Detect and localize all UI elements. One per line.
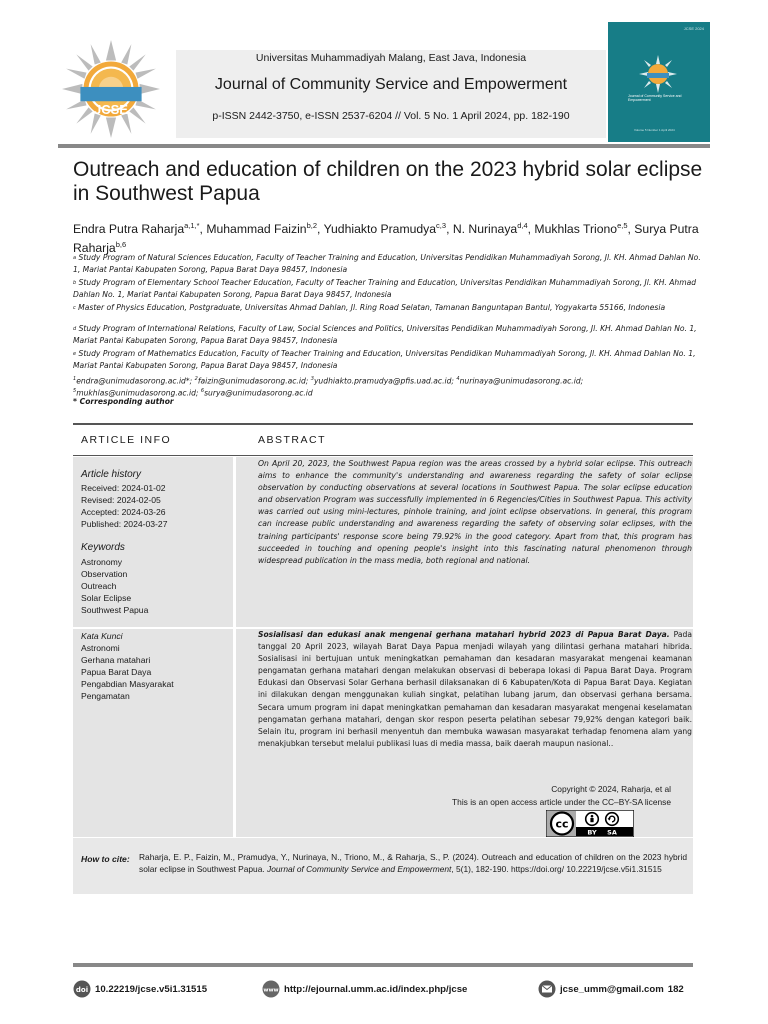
footer-url-text[interactable]: http://ejournal.umm.ac.id/index.php/jcse (284, 983, 468, 995)
author-name: Yudhiakto Pramudya (323, 222, 437, 237)
cover-emblem-icon (638, 54, 678, 94)
jcse-logo (60, 38, 162, 140)
author-email[interactable]: yudhiakto.pramudya@pfis.uad.ac.id; (313, 376, 457, 386)
footer-email[interactable] (538, 980, 684, 998)
globe-icon (262, 980, 280, 998)
author-affiliation-marker: b,6 (115, 240, 127, 250)
author-affiliation-marker: e,5 (617, 221, 628, 230)
abstract-indonesian-body: Pada tanggal 20 April 2023, wilayah Barat Daya Papua menjadi wilayah yang dilintasi gerhana matahari hibrida. Sosialisasi ini bertujuan untuk meningkatkan pemahaman dan kesadaran masyarakat mengenai keamanan pengamatan gerhana matahari dengan melakukan observasi di beberapa lokasi di Papua Barat Daya. Program Edukasi dan Observasi Solar Gerhana berhasil dilaksanakan di 6 Kabupaten/Kota di Papua Barat Daya. Kegiatan ini dilakukan dengan menggunakan kuliah singkat, pelatihan lubang jarum, dan observasi gerhana bersama. Secara umum program ini dapat meningkatkan pemahaman dan kesadaran masyarakat mengenai keselamatan pengamatan gerhana matahari, dengan skor respon peserta pelatihan sebesar 79,92% dengan kategori baik. Selain itu, program ini berhasil menyentuh dan membuka wawasan masyarakat terhadap fenomena alam yang menakjubkan tersebut melalui publikasi luas di media massa, baik daerah maupun nasional.. (258, 630, 692, 748)
email-marker: 5 (73, 388, 77, 394)
email-icon (538, 980, 556, 998)
journal-name: Journal of Community Service and Empowerment (214, 76, 568, 93)
kata-kunci-item: Pengabdian Masyarakat (81, 679, 174, 689)
cover-title: Journal of Community Service and Empowerment (628, 94, 682, 103)
author-separator: , (627, 222, 635, 237)
issn-line: p-ISSN 2442-3750, e-ISSN 2537-6204 // Vol. 5 No. 1 April 2024, pp. 182-190 (212, 110, 570, 122)
email-marker: 6 (200, 388, 205, 394)
kata-kunci-item: Pengamatan (81, 691, 130, 701)
affiliation-b: $^b$ Study Program of Elementary School Teacher Education, Faculty of Teacher Training and Education, Universitas Pendidikan Muhammadiyah Sorong, Jl. KH. Ahmad Dahlan No. 1, Mariat Pantai Kabupaten Sorong, Papua Barat Daya 98457, Indonesia (73, 278, 697, 300)
journal-header (58, 22, 710, 144)
footer-divider (73, 963, 693, 967)
kata-kunci-item: Papua Barat Daya (81, 667, 152, 677)
header-banner (176, 50, 606, 138)
section-top-rule (73, 423, 693, 425)
email-marker: 4 (456, 376, 460, 382)
footer-website[interactable] (262, 980, 467, 998)
history-accepted: Accepted: 2024-03-26 (81, 507, 166, 517)
keyword-item: Southwest Papua (81, 605, 149, 615)
abstract-heading: ABSTRACT (258, 434, 327, 446)
cover-foot: Volume 5 Number 1 April 2024 (634, 128, 675, 132)
copyright-block (258, 783, 671, 809)
affiliation-e: $^e$ Study Program of Mathematics Education, Faculty of Teacher Training and Education, Universitas Pendidikan Muhammadiyah Sorong, Jl. KH. Ahmad Dahlan No. 1, Mariat Pantai Kabupaten Sorong, Papua Barat Daya 98457, Indonesia (73, 349, 696, 371)
doi-icon (73, 980, 91, 998)
svg-text:www: www (263, 987, 279, 994)
email-marker: 3 (310, 376, 314, 382)
svg-text:BY: BY (587, 828, 597, 837)
history-received: Received: 2024-01-02 (81, 483, 166, 493)
copyright-text: Copyright © 2024, Raharja, et al (551, 784, 671, 794)
author-affiliation-marker: b,2 (306, 221, 318, 230)
article-info-heading: ARTICLE INFO (81, 434, 172, 446)
history-revised: Revised: 2024-02-05 (81, 495, 161, 505)
author-affiliation-marker: d,4 (517, 221, 528, 230)
author-separator: , (317, 222, 324, 237)
how-to-cite-box (73, 838, 693, 894)
footer-doi[interactable] (73, 980, 207, 998)
author-name: Mukhlas Triono (534, 222, 618, 237)
author-email[interactable]: faizin@unimudasorong.ac.id; (197, 376, 311, 386)
svg-text:SA: SA (607, 828, 617, 837)
svg-text:doi: doi (75, 986, 89, 994)
header-divider (58, 144, 710, 148)
author-email[interactable]: mukhlas@unimudasorong.ac.id; (76, 388, 201, 398)
footer-email-text[interactable]: jcse_umm@gmail.com (560, 983, 664, 995)
kata-kunci-title: Kata Kunci (81, 631, 123, 641)
author-name: Endra Putra Raharja (73, 222, 185, 237)
abstract-indonesian-title: Sosialisasi dan edukasi anak mengenai gerhana matahari hybrid 2023 di Papua Barat Daya. (258, 630, 670, 639)
affiliation-d: $^d$ Study Program of International Relations, Faculty of Law, Social Sciences and Politics, Universitas Pendidikan Muhammadiyah Sorong, Jl. KH. Ahmad Dahlan No. 1, Mariat Pantai Kabupaten Sorong, Papua Barat Daya 98457, Indonesia (73, 324, 697, 346)
author-separator: , (199, 222, 207, 237)
email-marker: 2 (194, 376, 198, 382)
affiliation-c: $^c$ Master of Physics Education, Postgraduate, Universitas Ahmad Dahlan, Jl. Ring Road Selatan, Tamanan Banguntapan Bantul, Yogyakarta 55166, Indonesia (73, 303, 666, 312)
abstract-english-text: On April 20, 2023, the Southwest Papua region was the areas crossed by a hybrid solar eclipse. This outreach aims to enhance the community's understanding and awareness regarding the safety of solar eclipse observation by conducting observations at several locations in Southwest Papua. The solar eclipse education and observation Program was successfully implemented in 6 Regencies/Cities in Southwest Papua. This activity was carried out using mini-lectures, pinhole training, and joint eclipse observations. In general, this program can increase public understanding and awareness regarding the safety of observing solar eclipses, with the training participants' response score being 79.92% in the good category. Apart from that, this program has succeeded in touching and opening people's insight into this fascinating natural phenomenon through widespread publication in the mass media, both regional and national. (258, 459, 692, 565)
kata-kunci-item: Gerhana matahari (81, 655, 151, 665)
university-name: Universitas Muhammadiyah Malang, East Java, Indonesia (255, 52, 527, 64)
author-email[interactable]: endra@unimudasorong.ac.id*; (76, 376, 195, 386)
author-affiliation-marker: a,1,* (184, 221, 200, 230)
page-number: 182 (667, 983, 684, 995)
history-published: Published: 2024-03-27 (81, 519, 168, 529)
keyword-item: Astronomy (81, 557, 123, 567)
abstract-indonesian-text (258, 629, 692, 750)
affiliation-a: $^a$ Study Program of Natural Sciences Education, Faculty of Teacher Training and Education, Universitas Pendidikan Muhammadiyah Sorong, Jl. KH. Ahmad Dahlan No. 1, Mariat Pantai Kabupaten Sorong, Papua Barat Daya 98457, Indonesia (73, 253, 701, 275)
author-list (73, 218, 703, 256)
author-name: N. Nurinaya (452, 222, 518, 237)
keywords-title: Keywords (81, 542, 125, 553)
email-marker: 1 (73, 376, 77, 382)
corresponding-author-note: * Corresponding author (73, 397, 174, 406)
author-email[interactable]: surya@unimudasorong.ac.id (204, 388, 313, 398)
author-name: Muhammad Faizin (206, 222, 307, 237)
journal-cover (608, 22, 710, 142)
share-alike-icon (606, 813, 619, 826)
logo-text: JCSE (94, 102, 128, 117)
author-separator: , (446, 222, 453, 237)
footer-doi-text[interactable]: 10.22219/jcse.v5i1.31515 (95, 983, 208, 995)
how-to-cite-text: Raharja, E. P., Faizin, M., Pramudya, Y., Nurinaya, N., Triono, M., & Raharja, S., P. (2024). Outreach and education of children on the 2023 hybrid solar eclipse in Southwest Papua. Journal of Community Service and Empowerment, 5(1), 182-190. https://doi.org/ 10.22219/jcse.v5i1.31515 (139, 852, 687, 874)
keyword-item: Solar Eclipse (81, 593, 132, 603)
author-email[interactable]: nurinaya@unimudasorong.ac.id; (459, 376, 584, 386)
cite-journal-name: Journal of Community Service and Empowerment (267, 863, 452, 874)
author-affiliation-marker: c,3 (436, 221, 447, 230)
cc-by-sa-badge[interactable] (546, 810, 634, 837)
keyword-item: Observation (81, 569, 128, 579)
article-history-title: Article history (81, 469, 142, 480)
how-to-cite-label: How to cite: (81, 854, 130, 864)
kata-kunci-item: Astronomi (81, 643, 120, 653)
article-title: Outreach and education of children on the 2023 hybrid solar eclipse in Southwest Papua (73, 158, 703, 205)
license-text: This is an open access article under the CC–BY-SA license (452, 797, 671, 807)
section-head-rule (73, 455, 693, 456)
svg-text:cc: cc (555, 817, 569, 831)
author-name: Surya Putra Raharja (73, 222, 699, 256)
keyword-item: Outreach (81, 581, 117, 591)
author-separator: , (527, 222, 535, 237)
cover-code: JCSE 2024 (683, 26, 704, 31)
